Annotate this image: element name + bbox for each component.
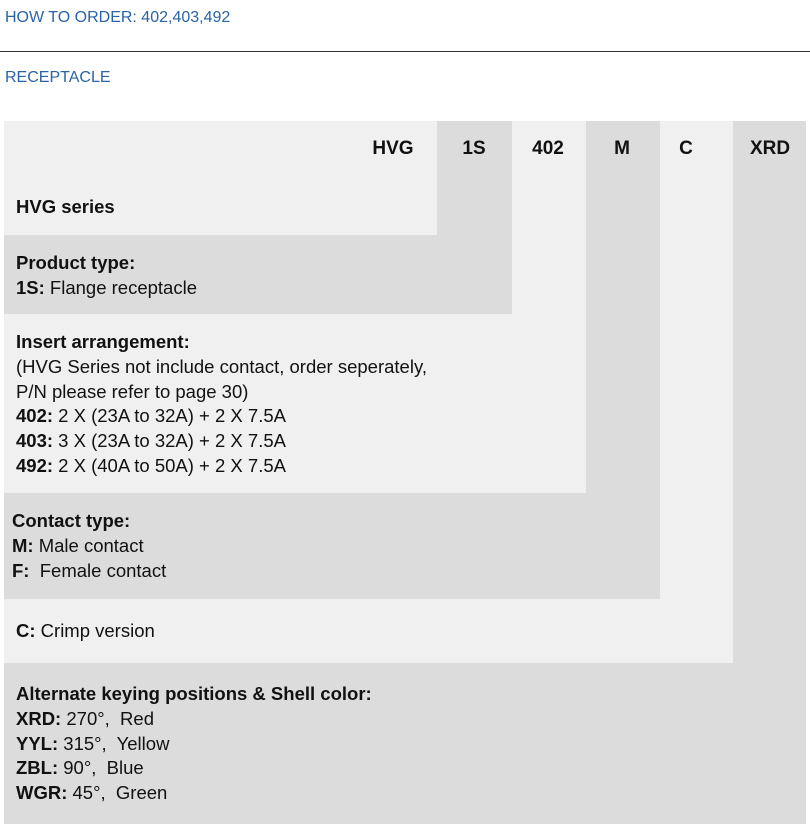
option-row: WGR: 45°, Green [16, 782, 168, 804]
series-label: HVG series [16, 196, 115, 217]
termination-column [660, 121, 733, 599]
option-row: M: Male contact [12, 534, 144, 556]
code-keying: XRD [749, 138, 791, 159]
option-row: 402: 2 X (23A to 32A) + 2 X 7.5A [16, 405, 286, 427]
code-series: HVG [372, 138, 414, 159]
keying-block [16, 682, 372, 806]
code-product-type: 1S [462, 138, 486, 159]
termination-block [16, 619, 155, 644]
insert-heading: Insert arrangement: [16, 331, 190, 352]
contact-column [586, 121, 660, 493]
option-row: YYL: 315°, Yellow [16, 732, 170, 754]
insert-arrangement-block [16, 330, 427, 479]
code-contact: M [614, 138, 630, 159]
page-title: HOW TO ORDER: 402,403,492 [5, 9, 231, 26]
keying-heading: Alternate keying positions & Shell color: [16, 683, 372, 704]
option-row: C: Crimp version [16, 620, 155, 641]
header-divider [0, 51, 810, 52]
insert-note-line: (HVG Series not include contact, order seperately, [16, 355, 427, 377]
keying-column [733, 121, 806, 663]
contact-type-heading: Contact type: [12, 510, 131, 531]
product-type-block [16, 251, 197, 301]
option-row: 492: 2 X (40A to 50A) + 2 X 7.5A [16, 454, 286, 476]
page-subtitle: RECEPTACLE [5, 69, 111, 86]
insert-note-line: P/N please refer to page 30) [16, 380, 249, 402]
option-row: 1S: Flange receptacle [16, 276, 197, 298]
option-row: 403: 3 X (23A to 32A) + 2 X 7.5A [16, 430, 286, 452]
option-row: ZBL: 90°, Blue [16, 757, 144, 779]
contact-type-block [12, 509, 166, 583]
option-row: XRD: 270°, Red [16, 707, 154, 729]
code-termination: C [679, 138, 693, 159]
product-type-heading: Product type: [16, 252, 136, 273]
code-insert: 402 [532, 138, 564, 159]
option-row: F: Female contact [12, 559, 167, 581]
